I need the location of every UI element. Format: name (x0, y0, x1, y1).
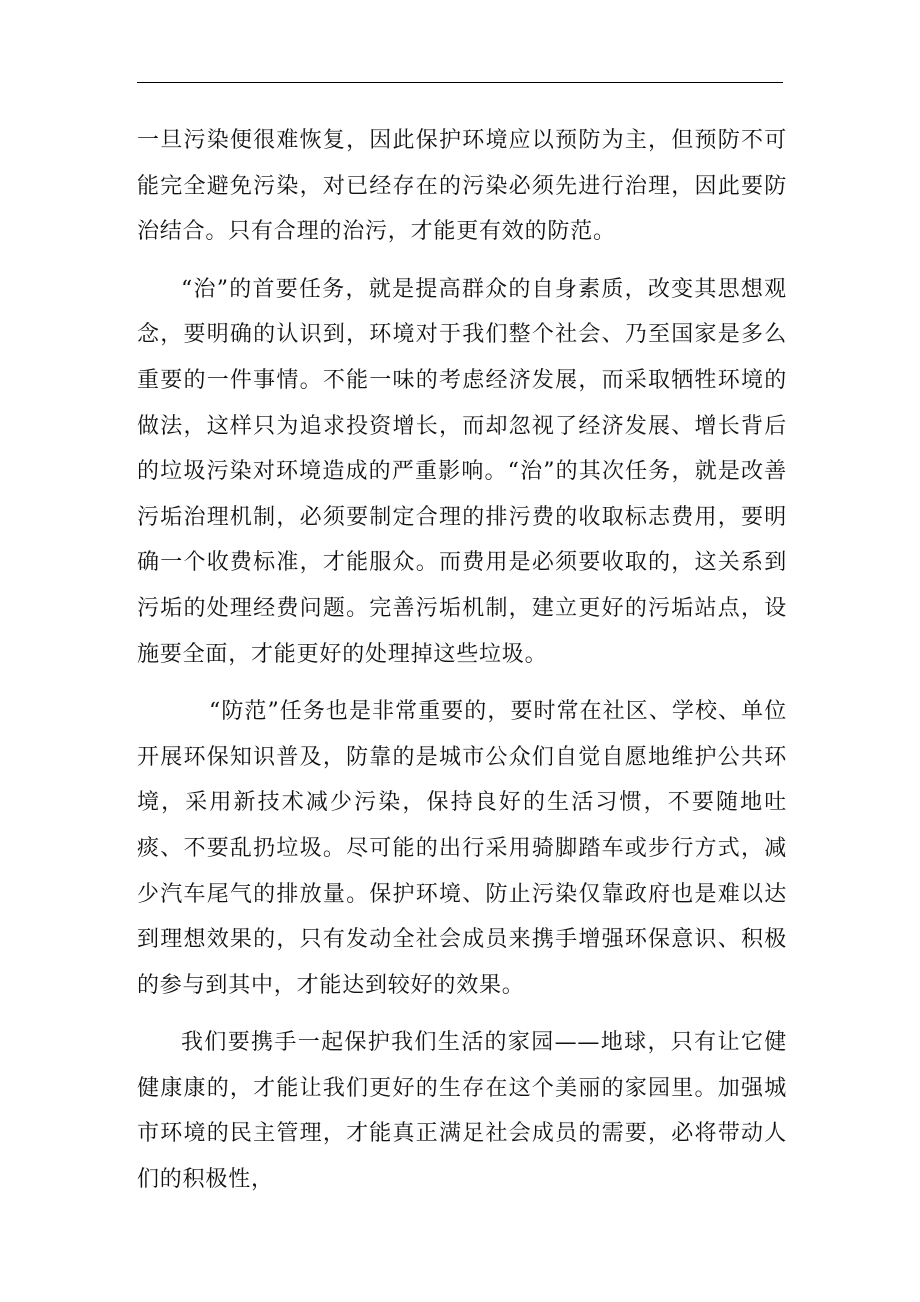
document-body (137, 118, 787, 1203)
paragraph-1: 一旦污染便很难恢复，因此保护环境应以预防为主，但预防不可能完全避免污染，对已经存在的污染必须先进行治理，因此要防治结合。只有合理的治污，才能更有效的防范。 (137, 128, 787, 245)
paragraph-3: “防范”任务也是非常重要的，要时常在社区、学校、单位开展环保知识普及，防靠的是城市公众们自觉自愿地维护公共环境，采用新技术减少污染，保持良好的生活习惯，不要随地吐痰、不要乱扔垃圾。尽可能的出行采用骑脚踏车或步行方式，减少汽车尾气的排放量。保护环境、防止污染仅靠政府也是难以达到理想效果的，只有发动全社会成员来携手增强环保意识、积极的参与到其中，才能达到较好的效果。 (137, 699, 787, 998)
paragraph-2: “治”的首要任务，就是提高群众的自身素质，改变其思想观念，要明确的认识到，环境对于我们整个社会、乃至国家是多么重要的一件事情。不能一味的考虑经济发展，而采取牺牲环境的做法，这样只为追求投资增长，而却忽视了经济发展、增长背后的垃圾污染对环境造成的严重影响。“治”的其次任务，就是改善污垢治理机制，必须要制定合理的排污费的收取标志费用，要明确一个收费标准，才能服众。而费用是必须要收取的，这关系到污垢的处理经费问题。完善污垢机制，建立更好的污垢站点，设施要全面，才能更好的处理掉这些垃圾。 (137, 276, 787, 667)
header-rule (137, 82, 783, 83)
paragraph-4: 我们要携手一起保护我们生活的家园——地球，只有让它健健康康的，才能让我们更好的生存在这个美丽的家园里。加强城市环境的民主管理，才能真正满足社会成员的需要，必将带动人们的积极性， (137, 1030, 787, 1193)
